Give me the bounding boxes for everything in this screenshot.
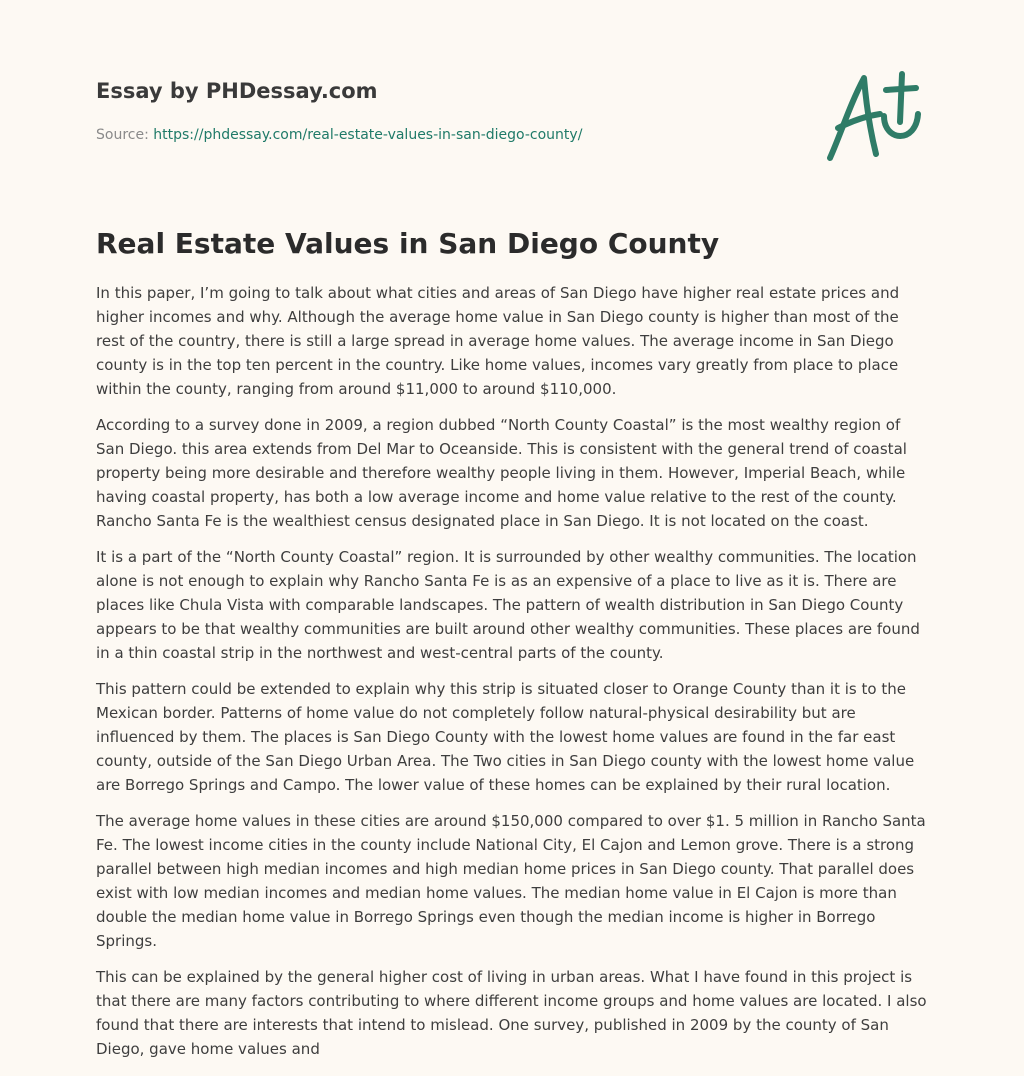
essay-paragraph: The average home values in these cities are around $150,000 compared to over $1. 5 million in Rancho Santa Fe. The lowest income cities in the county include National City, El Cajon and Lemon grove. There is a strong parallel between high median incomes and high median home prices in San Diego county. That parallel does exist with low median incomes and median home values. The median home value in El Cajon is more than double the median home value in Borrego Springs even though the median income is higher in Borrego Springs. — [96, 812, 926, 950]
essay-paragraph: According to a survey done in 2009, a region dubbed “North County Coastal” is the most wealthy region of San Diego. this area extends from Del Mar to Oceanside. This is consistent with the general trend of coastal property being more desirable and therefore wealthy people living in them. However, Imperial Beach, while having coastal property, has both a low average income and home value relative to the rest of the county. Rancho Santa Fe is the wealthiest census designated place in San Diego. It is not located on the coast. — [96, 416, 907, 530]
essay-paragraph: It is a part of the “North County Coastal” region. It is surrounded by other wealthy communities. The location alone is not enough to explain why Rancho Santa Fe is as an expensive of a place to live as it is. There are places like Chula Vista with comparable landscapes. The pattern of wealth distribution in San Diego County appears to be that wealthy communities are built around other wealthy communities. These places are found in a thin coastal strip in the northwest and west-central parts of the county. — [96, 548, 920, 662]
source-label: Source: — [96, 127, 149, 143]
essay-paragraph: This can be explained by the general higher cost of living in urban areas. What I have found in this project is that there are many factors contributing to where different income groups and home values are located. I also found that there are interests that intend to mislead. One survey, published in 2009 by the county of San Diego, gave home values and — [96, 968, 927, 1058]
source-link[interactable]: https://phdessay.com/real-estate-values-in-san-diego-county/ — [153, 127, 583, 143]
essay-paragraph: This pattern could be extended to explain why this strip is situated closer to Orange County than it is to the Mexican border. Patterns of home value do not completely follow natural-physical desirability but are influenced by them. The places is San Diego County with the lowest home values are found in the far east county, outside of the San Diego Urban Area. The Two cities in San Diego county with the lowest home value are Borrego Springs and Campo. The lower value of these homes can be explained by their rural location. — [96, 680, 915, 794]
essay-body — [96, 281, 928, 1061]
source-line — [96, 125, 928, 145]
site-brand: Essay by PHDessay.com — [96, 79, 378, 103]
essay-title: Real Estate Values in San Diego County — [96, 227, 720, 260]
a-plus-grade-icon — [820, 66, 930, 166]
essay-paragraph: In this paper, I’m going to talk about what cities and areas of San Diego have higher real estate prices and higher incomes and why. Although the average home value in San Diego county is higher than most of the rest of the country, there is still a large spread in average home values. The average income in San Diego county is in the top ten percent in the country. Like home values, incomes vary greatly from place to place within the county, ranging from around $11,000 to around $110,000. — [96, 284, 900, 398]
